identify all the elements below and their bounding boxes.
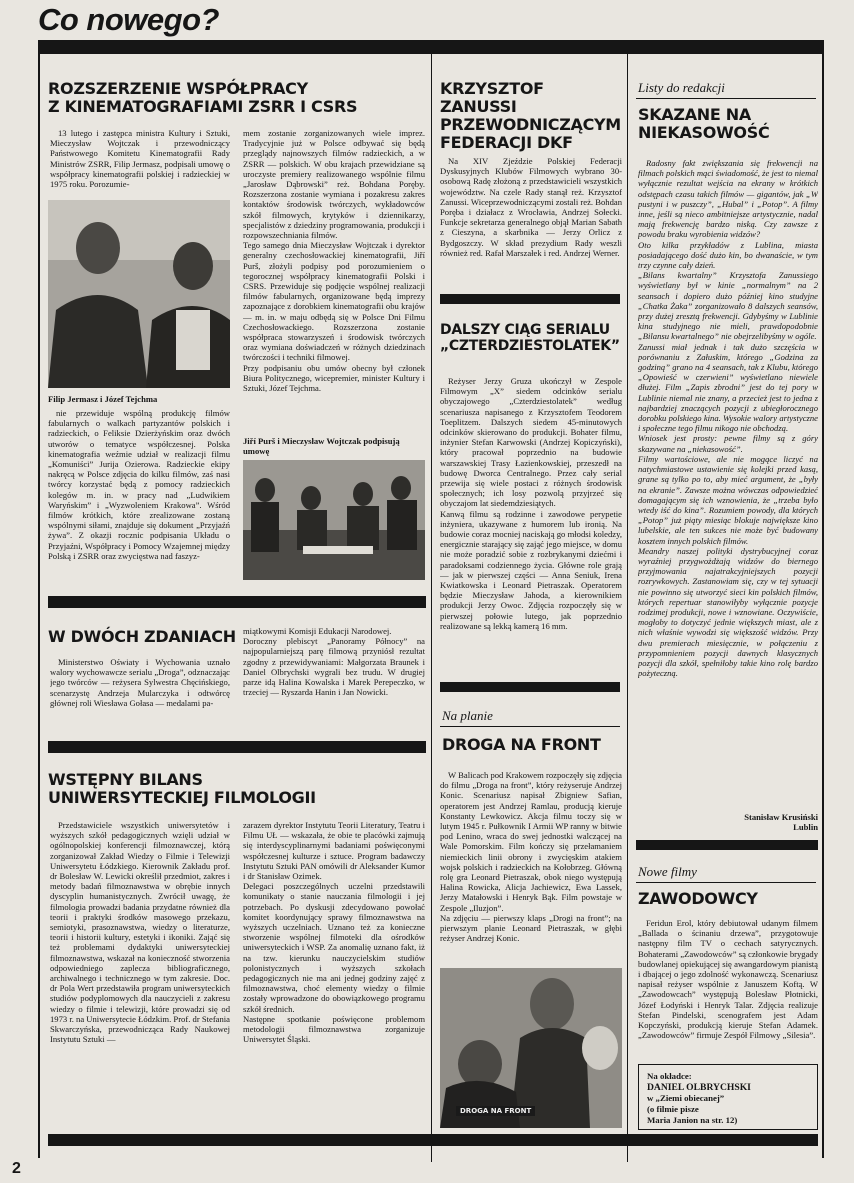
zawodowcy-headline: ZAWODOWCY bbox=[638, 889, 758, 908]
skazane-kicker-line bbox=[636, 98, 816, 99]
front-text: W Balicach pod Krakowem rozpoczęły się zdjęcia do filmu „Droga na front”, który reżyseruje Andrzej Konic. Scenariusz napisał Zbigniew Safian, operatorem jest Andrzej Ramlau, producją kieruje Konstanty Lewkowicz. Akcja filmu toczy się w lutym 1945 r. Pułkownik I Armii WP ranny w bitwie pod Lenino, wraca do swej jednostki walczącej na Wale Pomorskim. Film kończy się przełamaniem niemieckich linii obrony i zwycięskim atakiem wojsk polskich i radzieckich na Kołobrzeg. Główną rolę gra Leonard Pietraszak, obok niego występują Halina Rowicka, Alicja Jachiewicz, Ewa Lassek, Jerzy Matałowski i Henryk Bąk. Film powstaje w Zespole „Iluzjon”. Na zdjęciu — pierwszy klaps „Drogi na front”; na pierwszym planie Leonard Pietraszak, w głębi reżyser Andrzej Konic. bbox=[440, 770, 622, 944]
skazane-kicker: Listy do redakcji bbox=[638, 80, 725, 95]
clapperboard-label: DROGA NA FRONT bbox=[456, 1106, 535, 1116]
czterdziestolatek-text: Reżyser Jerzy Gruza ukończył w Zespole Filmowym „X” siedem odcinków serialu obyczajowego „Czterdziestolatek” według scenariusza napisanego z Krzysztofem Teodorem Toeplitzem. Dalszych siedem 45-minutowych odcinków skierowano do produkcji. Bohater filmu, inżynier Stefan Karwowski (Andrzej Kopiczyński), który pracował poprzednio na budowie warszawskiej Trasy Łazienkowskiej, przeszedł na budowę Dworca Centralnego. Przez cały serial przewija się wiele postaci z różnych środowisk społecznych; ich losy pozwolą przyjrzeć się obyczajom lat siedemdziesiątych. Kanwą filmu są rodzinne i zawodowe perypetie inżyniera, ukazywane z humorem lub ironią. Na budowie coraz mocniej naciskają go młodsi koledzy, energicznie starający się zająć jego miejsce, w domu nie może poradzić sobie z rozbrykanymi dziećmi i paradoksami codziennego życia. Główne role grają — jak w pierwszej części — Anna Seniuk, Irena Kwiatkowska i Leonard Pietraszak. Operatorem będzie Mieczysław Jahoda, a kierownikiem produkcji Jerzy Owoc. Zdjęcia rozpoczęły się w pierwszej połowie lutego, jak poprzednio realizowane są lekką kamerą 16 mm. bbox=[440, 376, 622, 631]
skazane-signature bbox=[638, 812, 818, 832]
zawodowcy-kicker-line bbox=[636, 882, 816, 883]
rule-after-zanussi bbox=[440, 294, 620, 304]
left-frame-rule bbox=[38, 40, 40, 1158]
czterdziestolatek-headline: DALSZY CIĄG SERIALU „CZTERDZIESTOLATEK” bbox=[440, 322, 620, 354]
cover-line-2: (o filmie pisze bbox=[647, 1104, 699, 1114]
column-divider-2 bbox=[627, 54, 628, 1162]
dwoch-headline: W DWÓCH ZDANIACH bbox=[48, 627, 236, 646]
bottom-bar bbox=[48, 1134, 818, 1146]
cover-line-1: w „Ziemi obiecanej” bbox=[647, 1093, 725, 1103]
zsrr-col2: mem zostanie zorganizowanych wiele imprez. Tradycyjnie już w Polsce odbywać się będą przeglądy najnowszych filmów radzieckich, a w ZSRR — polskich. W obu krajach przewidziane są uroczyste premiery realizowanego wspólnie filmu „Jarosław Dąbrowski” reż. Bohdana Poręby. Rozszerzona zostanie wymiana i pozakresu zakres kontaktów środowisk twórczych, wykładowców szkół filmowych, krytyków i dziennikarzy, specjalistów z dziedziny programowania, produkcji i rozpowszechniania filmów. Tego samego dnia Mieczysław Wojtczak i dyrektor generalny czechosłowackiej kinematografii, Jiří Purš, złożyli podpisy pod porozumieniem o tegorocznej współpracy kinematografii Polski i CSRS. Przewiduje się podjęcie wspólnej realizacji filmów fabularnych, organizowane będą imprezy zapoznające z dorobkiem kinematografii obu krajów — m. in. w maju odbędą się w Polsce Dni Filmu Czechosłowackiego. Rozszerzona zostanie współpraca stowarzyszeń i środowisk twórczych oraz wymiana doświadczeń w różnych dziedzinach twórczości i techniki filmowej. Przy podpisaniu obu umów obecny był członek Biura Politycznego, wicepremier, minister Kultury i Sztuki, Józef Tejchma. bbox=[243, 128, 425, 394]
front-photo bbox=[440, 968, 622, 1128]
zanussi-text: Na XIV Zjeździe Polskiej Federacji Dyskusyjnych Klubów Filmowych wybrano 30-osobową Radę złożoną z przedstawicieli wszystkich województw. Na czele Rady stanął reż. Krzysztof Zanussi. Wiceprzewodniczącymi zostali reż. Bohdan Poręba i działacz z Wrocławia, Andrzej Sołecki. Funkcje sekretarza generalnego objął Marian Sabath z Cieszyna, a skarbnika — Jerzy Orlicz z Bydgoszczy. W skład prezydium Rady weszli również red. Rafał Marszałek i red. Andrzej Werner. bbox=[440, 156, 622, 258]
right-frame-rule bbox=[822, 40, 824, 1158]
bilans-headline-1: WSTĘPNY BILANS bbox=[48, 770, 203, 789]
dwoch-col2: miątkowymi Komisji Edukacji Narodowej. Doroczny plebiscyt „Panoramy Północy” na najpopularniejszą parę filmową przyniósł rezultat zgodny z przewidywaniami: Małgorzata Braunek i Daniel Olbrychski wygrali bez trudu. W drugiej parze idą Halina Kowalska i Marek Perepeczko, w trzeciej — Ryszarda Hanin i Jan Nowicki. bbox=[243, 626, 425, 698]
skazane-headline: SKAZANE NA NIEKASOWOŚĆ bbox=[638, 105, 770, 142]
zsrr-col1b: nie przewiduje wspólną produkcję filmów fabularnych o walkach partyzantów polskich i radzieckich, o Feliksie Dzierżyńskim oraz dwóch utworów o tematyce współczesnej. Polska kinematografia weźmie udział w realizacji filmu „Komuniści” Jurija Ozierowa. Radzieckie ekipy nakręcą w Polsce zdjęcia do kilku filmów, zaś nasi twórcy korzystać będą z pomocy radzieckich kolegów m. in. w pracy nad „Ludwikiem Waryńskim” i „Wyzwoleniem Krakowa”. Wśród filmów krótkich, które zrealizowane zostaną wspólnymi siłami, znajduje się dokument „Przyjaźń żywa”. Z okazji rocznic podpisania Układu o Przyjaźni, Współpracy i Pomocy Wzajemnej między Polską i ZSRR oraz zwycięstwa nad faszyz- bbox=[48, 408, 230, 561]
rule-after-zsrr bbox=[48, 596, 426, 608]
rule-after-czterdziestolatek bbox=[440, 682, 620, 692]
front-kicker-line bbox=[440, 726, 620, 727]
cover-box bbox=[638, 1064, 818, 1130]
bilans-headline-2: UNIWERSYTECKIEJ FILMOLOGII bbox=[48, 788, 316, 807]
rule-after-dwoch bbox=[48, 741, 426, 753]
front-headline: DROGA NA FRONT bbox=[442, 735, 601, 754]
cover-label: Na okładce: bbox=[647, 1071, 692, 1081]
zsrr-photo-1 bbox=[48, 200, 230, 388]
masthead: Co nowego? bbox=[38, 2, 219, 37]
dwoch-col1: Ministerstwo Oświaty i Wychowania uznało walory wychowawcze serialu „Droga”, odznaczając jego twórców — reżysera Sylwestra Chęcińskiego, scenarzystę Andrzeja Mularczyka i odtwórcę głównej roli Wiesława Gołasa — medalami pa- bbox=[50, 657, 230, 708]
zsrr-headline-1: ROZSZERZENIE WSPÓŁPRACY bbox=[48, 79, 308, 98]
bilans-col1: Przedstawiciele wszystkich uniwersytetów i wyższych szkół pedagogicznych wzięli udział w ogólnopolskiej konferencji filmoznawczej, którą zorganizował Zakład Wiedzy o Filmie i Telewizji Uniwersytetu Łódzkiego. Kierownik Zakładu prof. dr Bolesław W. Lewicki określił przedmiot, zakres i metody badań filmoznawstwa w obrębie innych dyscyplin humanistycznych. Zwrócił uwagę, że filmologia prowadzi badania przydatne również dla teorii i praktyki środków masowego przekazu, semiotyki, prasoznawstwa, wiedzy o literaturze, teorii i historii kultury, estetyki i ikoniki. Zająć się też problemami dydaktyki uniwersyteckiej filmoznawstwa, wskazał na konieczność stworzenia odpowiedniego zaplecza bibliograficznego, archiwalnego i technicznego w tym zakresie. Doc. dr Pola Wert przedstawiła program uniwersyteckich studiów podyplomowych dla nauczycieli z zakresu wiedzy o filmie i telewizji, które prowadzi się od 1973 r. na Uniwersytecie Łódzkim. Prof. dr Stefania Skwarczyńska, przewodnicząca Rady Naukowej Instytutu Sztuki — bbox=[50, 820, 230, 1045]
signature-city: Lublin bbox=[793, 822, 818, 832]
zanussi-headline: KRZYSZTOF ZANUSSI PRZEWODNICZĄCYM FEDERACJI DKF bbox=[440, 79, 621, 152]
bilans-col2: zarazem dyrektor Instytutu Teorii Literatury, Teatru i Filmu UŁ — wskazała, że obie te placówki zajmują się interdyscyplinarnymi badaniami poświęconymi współczesnej kulturze i sztuce. Program badawczy Instytutu Sztuki PAN omówili dr Aleksander Kumor i dr Stanisław Ozimek. Delegaci poszczególnych uczelni przedstawili komunikaty o stanie nauczania filmologii i jej potrzebach. Po dyskusji zdecydowano powołać komitet koordynujący sprawy filmoznawstwa na wyższych uczelniach. Uznano też za konieczne stworzenie wspólnej filmoteki dla ośrodków uniwersyteckich i WSP. Za anomalię uznano fakt, iż na tzw. kierunku nauczycielskim studiów polonistycznych i wyższych szkołach pedagogicznych nie ma ani jednej godziny zajęć z filmoznawstwa, choć elementy wiedzy o filmie zostały wprowadzone do obowiązkowego programu szkół średnich. Następne spotkanie poświęcone problemom metodologii filmoznawstwa zorganizuje Uniwersytet Śląski. bbox=[243, 820, 425, 1045]
photo-signing bbox=[243, 460, 425, 580]
cover-name: DANIEL OLBRYCHSKI bbox=[647, 1082, 751, 1093]
photo-men-handshake bbox=[48, 200, 230, 388]
zsrr-photo-2 bbox=[243, 460, 425, 580]
zsrr-headline-2: Z KINEMATOGRAFIAMI ZSRR I CSRS bbox=[48, 97, 358, 116]
bilans-headline bbox=[48, 771, 428, 807]
page-number: 2 bbox=[12, 1160, 21, 1177]
front-kicker: Na planie bbox=[442, 708, 493, 723]
cover-line-3: Maria Janion na str. 12) bbox=[647, 1115, 738, 1125]
zsrr-photo-2-caption: Jiří Purš i Mieczysław Wojtczak podpisują umowę bbox=[243, 436, 400, 456]
zsrr-photo-1-caption: Filip Jermasz i Józef Tejchma bbox=[48, 394, 158, 404]
zawodowcy-text: Feridun Erol, który debiutował udanym filmem „Ballada o ścinaniu drzewa”, przygotowuje następny film TV o cechach satyrycznych. Bohaterami „Zawodowców” są członkowie brygady budowlanej opiekującej się awangardowym pianistą i dbającej o jego zdolność wykonawczą. Scenariusz napisał reżyser wspólnie z Januszem Koftą. W „Zawodowcach” występują Bolesław Płotnicki, Józef Łodyński i Henryk Talar. Zdjęcia realizuje Stefan Pindelski, scenografem jest Adam Kopczyński, produkcją kieruje Stefan Adamek. „Zawodowców” firmuje Zespół Filmowy „Silesia”. bbox=[638, 918, 818, 1041]
column-divider-1 bbox=[431, 54, 432, 1162]
rule-after-skazane bbox=[636, 840, 818, 850]
skazane-text: Radosny fakt zwiększania się frekwencji na filmach polskich mąci świadomość, że jest to niemal wyłącznie rezultat wejścia na ekrany w krótkich odstępach czasu takich filmów — gigantów, jak „W pustyni i w puszczy”, „Hubal” i „Potop”. A filmy inne, jeśli są nieco ambitniejsze artystycznie, nadal mają frekwencję bardzo niską. Czy zawsze z powodu braku wyrobienia widzów? Oto kilka przykładów z Lublina, miasta posiadającego dość dużo kin, bo dwanaście, w tym trzy czynne cały dzień. „Bilans kwartalny” Krzysztofa Zanussiego wyświetlany był w kinie „normalnym” na 2 seansach i dopiero dużo później kino studyjne „Chatka Żaka” zorganizowało 8 dalszych seansów, przy dużej zresztą frekwencji. Gdybyśmy w Lublinie kina studyjnego nie mieli, prawdopodobnie „Bilansu kwartalnego” nie obejrzelibyśmy w ogóle. Zanussi miał jednak i tak dużo szczęścia w porównaniu z Załuskim, którego „Godzina za godziną” grano na 4 seansach, tak z Klubu, którego „Opowieść w czerwieni” wyświetlano niewiele dłużej. Film „Zapis zbrodni” jest do tej pory w Lublinie niemal nie znany, a przecież jest to jedna z najbardziej znaczących pozycji z ubiegłorocznego dorobku polskiego kina. Wysokie walory artystyczne i społeczne tego filmu nikogo nie obchodzą. Wniosek jest prosty: pewne filmy są z góry skazywane na „niekasowość”. Filmy wartościowe, ale nie mogące liczyć na natychmiastowe ustawienie się kolejki przed kasą, grane są tylko po to, aby mieć argument, że „były na ekranie”. Zawsze można wówczas odpowiedzieć domagającym się ich wznowienia, że „trzeba było wtedy iść do kina”. Rozumiem powody, dla których „Potop” już piąty miesiąc blokuje największe kino lubelskie, ale ten sukces nie może być budowany kosztem innych polskich filmów. Meandry naszej polityki dystrybucyjnej coraz wyraźniej przygwożdżają widzów do biernego przyjmowania najatrakcyjniejszych pozycji rozrywkowych. Zastanowiam się, czy w tej sytuacji nie powinno się utworzyć sieci kin polskich filmów, których repertuar stanowiłyby wyłącznie pozycje rodzimej produkcji, nowe i wznowiane. Oczywiście, mogłoby to dotyczyć jednie większych miast, ale z nich właśnie wywodzi się większość widzów. Przy dwu premierach miesięcznie, w połączeniu z przypomnieniem pozycji dawnych klasycznych pozycji dla szkół, spełniłoby takie kino rolę bardzo pożyteczną. bbox=[638, 158, 818, 679]
zawodowcy-kicker: Nowe filmy bbox=[638, 864, 697, 879]
zsrr-headline bbox=[48, 80, 428, 116]
zsrr-col1: 13 lutego i zastępca ministra Kultury i Sztuki, Mieczysław Wojtczak i przewodniczący Państwowego Komitetu Kinematografii Rady Ministrów ZSRR, Filip Jermasz, podpisali umowę o współpracy kinematografii polskiej i radzieckiej w 1975 roku. Porozumie- bbox=[50, 128, 230, 190]
photo-film-set bbox=[440, 968, 622, 1128]
signature-name: Stanisław Krusiński bbox=[744, 812, 818, 822]
top-bar bbox=[38, 40, 824, 54]
